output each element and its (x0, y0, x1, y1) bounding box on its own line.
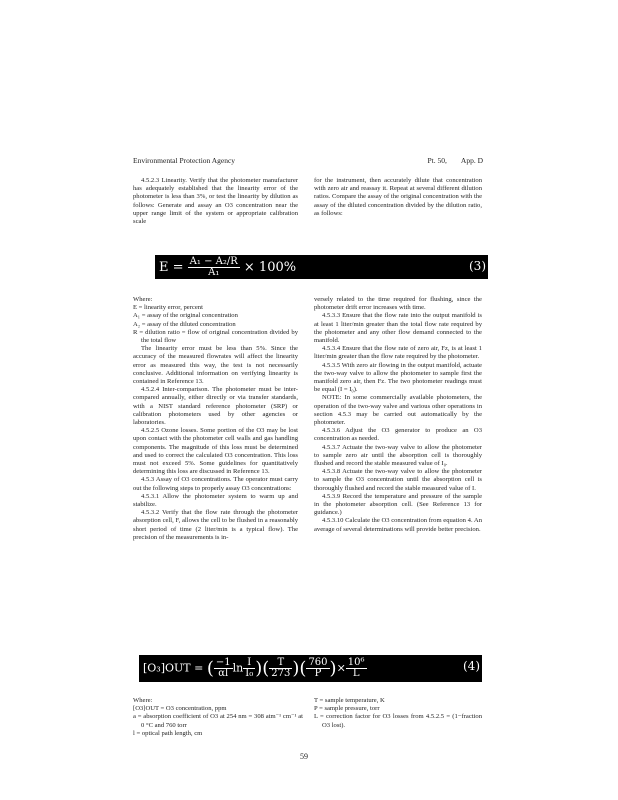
definition-item: A₁ = assay of the original concentration (133, 312, 238, 320)
note: NOTE: In some commercially available photometers, the operation of the two-way valve and various other operations in section 4.5.3 may be carried out automatically by the photometer. (314, 394, 482, 427)
equation-4-frac-t-den: 273 (271, 668, 291, 679)
where-label: Where: (133, 697, 153, 704)
paragraph: 4.5.3.5 With zero air flowing in the output manifold, actuate the two-way valve to allow the photometer to sample first the manifold zero air, then Fz. The two photometer readings must be equal (I = I₀). (314, 361, 482, 394)
definition-item: L = correction factor for O3 losses from 4.5.2.5 = (1−fraction O3 lost). (314, 713, 482, 729)
equation-4-frac-a-num: −1 (215, 657, 231, 668)
equation-4-number: (4) (463, 659, 480, 673)
paragraph: 4.5.3.10 Calculate the O3 concentration from equation 4. An average of several determinations will provide better precision. (314, 517, 482, 533)
equation-4-paren: ) (329, 658, 337, 679)
equation-3-formula (159, 257, 296, 278)
paragraph: 4.5.3.6 Adjust the O3 generator to produce an O3 concentration as needed. (314, 427, 482, 443)
equation-3-denominator: A₁ (208, 267, 220, 278)
paragraph: The linearity error must be less than 5%. Since the accuracy of the measured flowrates will affect the linearity error as measured this way, the test is not necessarily conclusive. Additional information on verifying linearity is contained in Reference 13. (133, 345, 298, 386)
equation-4-paren: ( (299, 658, 307, 679)
running-header (133, 156, 483, 165)
definition-item: a = absorption coefficient of O3 at 254 nm = 308 atm⁻¹ cm⁻¹ at 0 °C and 760 torr (133, 713, 303, 729)
appendix-label: App. D (460, 156, 483, 165)
equation-3-number: (3) (469, 259, 486, 273)
paragraph: 4.5.2.4 Inter-comparison. The photometer must be inter-compared annually, either directly or via transfer standards, with a NIST standard reference photometer (SRP) or calibration photometers used by other agencies or laboratories. (133, 386, 298, 427)
column-right-top (314, 177, 482, 218)
equation-4-frac-t-num: T (269, 658, 292, 669)
agency-name: Environmental Protection Agency (133, 156, 236, 165)
equation-4-paren: ( (262, 658, 270, 679)
equation-3 (155, 255, 488, 279)
equation-4-fraction-l (346, 658, 367, 679)
paragraph: 4.5.3.1 Allow the photometer system to warm up and stabilize. (133, 492, 298, 509)
paragraph: 4.5.3.9 Record the temperature and pressure of the sample in the photometer absorption cell. (See Reference 13 for guidance.) (314, 492, 482, 517)
equation-3-fraction (188, 257, 240, 278)
column-right-middle (314, 296, 482, 534)
definition-item: l = optical path length, cm (133, 729, 203, 737)
paragraph: versely related to the time required for flushing, since the photometer drift error increases with time. (314, 296, 482, 312)
paragraph: 4.5.3.3 Ensure that the flow rate into the output manifold is at least 1 liter/min greater than the total flow rate required by the photometer and any other flow demand connected to the manifold. (314, 312, 482, 345)
equation-4 (139, 655, 482, 682)
part-label: Pt. 50, (427, 156, 447, 165)
definition-item: E = linearity error, percent (133, 304, 203, 312)
part-reference (428, 156, 483, 165)
equation-4-formula: [O₃]OUT = ( $\frac{-1}{\alpha l}$ ln $\frac{I}{\text{I₀}}$ )( $\frac{T}{273}$ )( $\frac{760}{P}$ )× $\frac{\text{10⁶}}{L}$ (143, 657, 365, 679)
paragraph: 4.5.3.4 Ensure that the flow rate of zero air, Fz, is at least 1 liter/min greater than the flow rate required by the photometer. (314, 345, 482, 361)
equation-4-frac-p-den: P (314, 668, 322, 679)
equation-4-frac-b-num: I (243, 658, 255, 669)
equation-4-frac-l-num: 10⁶ (347, 657, 365, 668)
paragraph-linearity: 4.5.2.3 Linearity. Verify that the photometer manufacturer has adequately established that the linearity error of the photometer is less than 3%, or test the linearity by dilution as follows: Generate and assay an O3 concentration near the upper range limit of the system or appropriate calibration scale (133, 177, 298, 226)
paragraph: 4.5.3.2 Verify that the flow rate through the photometer absorption cell, F, allows the cell to be flushed in a reasonably short period of time (2 liter/min is a typical flow). The precision of the measurements is in- (133, 509, 298, 541)
equation-4-frac-p-num: 760 (308, 657, 328, 668)
equation-4-lhs: [O₃]OUT = (143, 661, 204, 675)
equation-3-numerator: A₁ − A₂/R (189, 256, 238, 267)
page-number: 59 (300, 752, 308, 761)
equation-4-frac-b-den: I₀ (245, 668, 254, 679)
paragraph: 4.5.3.8 Actuate the two-way valve to allow the photometer to sample the O3 concentration until the absorption cell is thoroughly flushed and record the stable measured value of I. (314, 468, 482, 492)
column-left-middle (133, 296, 298, 542)
definition-item: R = dilution ratio = flow of original concentration divided by the total flow (133, 328, 298, 345)
definition-item: P = sample pressure, torr (314, 705, 380, 713)
equation-4-frac-a-den: αl (218, 668, 229, 679)
paragraph-dilution: for the instrument, then accurately dilute that concentration with zero air and reassay it. Repeat at several different dilution ratios. Compare the assay of the original concentration with the assay of the diluted concentration divided by the dilution ratio, as follows: (314, 177, 482, 217)
equation-3-rhs: × 100% (243, 260, 297, 275)
equation-3-lhs: E = (159, 260, 184, 275)
equation-4-fraction-a (214, 658, 233, 679)
column-left-top (133, 177, 298, 226)
equation-4-paren: ) (292, 658, 300, 679)
paragraph: 4.5.2.5 Ozone losses. Some portion of the O3 may be lost upon contact with the photometer cell walls and gas handling components. The magnitude of this loss must be determined and used to correct the calculated O3 concentration. This loss must not exceed 5%. Some guidelines for quantitatively determining this loss are discussed in Reference 13. (133, 427, 298, 476)
column-left-bottom (133, 697, 303, 738)
column-right-bottom (314, 697, 482, 730)
equation-4-fraction-t (269, 658, 292, 679)
equation-4-fraction-p (306, 658, 329, 679)
equation-4-fraction-b (243, 658, 255, 679)
definition-item: A₂ = assay of the diluted concentration (133, 320, 236, 328)
definition-item: T = sample temperature, K (314, 697, 385, 704)
where-label: Where: (133, 296, 153, 303)
paragraph: 4.5.3 Assay of O3 concentrations. The operator must carry out the following steps to properly assay O3 concentrations: (133, 476, 298, 492)
definition-item: [O3]OUT = O3 concentration, ppm (133, 705, 227, 713)
equation-4-paren: ) (255, 658, 263, 679)
equation-4-frac-l-den: L (352, 668, 360, 679)
equation-4-paren: ( (206, 658, 214, 679)
paragraph: 4.5.3.7 Actuate the two-way valve to allow the photometer to sample zero air until the absorption cell is thoroughly flushed and record the stable measured value of I₀. (314, 443, 482, 468)
